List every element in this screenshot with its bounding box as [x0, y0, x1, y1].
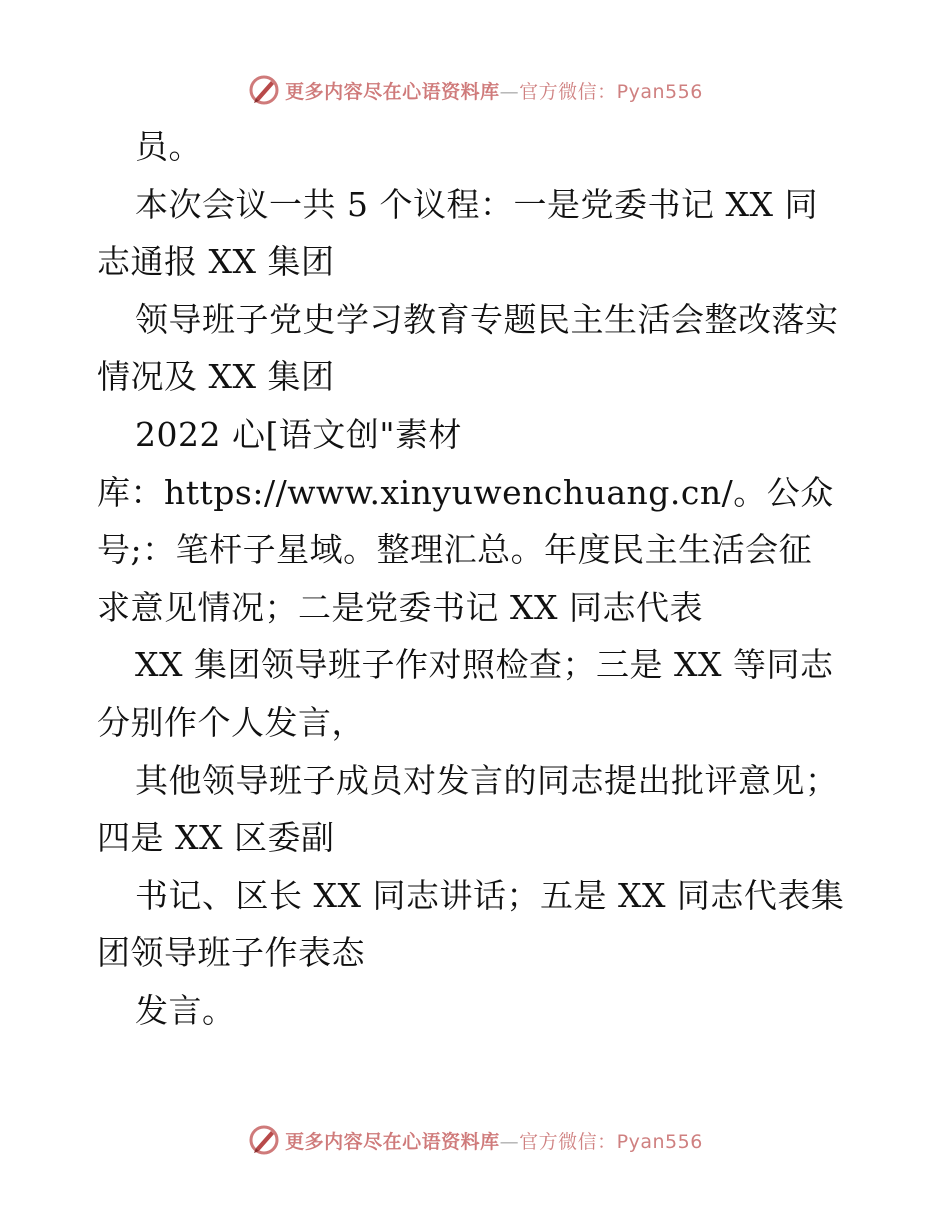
pen-circle-logo-icon [247, 73, 281, 107]
text-line: 志通报 XX 集团 [97, 242, 335, 282]
banner-text [285, 77, 703, 104]
text-line: 号;：笔杆子星域。整理汇总。年度民主生活会征 [97, 530, 813, 570]
text-line: 其他领导班子成员对发言的同志提出批评意见； [135, 760, 839, 800]
banner-site-name: 更多内容尽在心语资料库 [285, 1130, 500, 1153]
text-line: 员。 [135, 127, 202, 166]
text-line: 书记、区长 XX 同志讲话；五是 XX 同志代表集 [135, 875, 845, 915]
text-line: 发言。 [135, 990, 236, 1030]
pen-circle-logo-icon [247, 1123, 281, 1157]
text-line: 领导班子党史学习教育专题民主生活会整改落实 [135, 299, 839, 339]
footer-banner [0, 1120, 950, 1160]
banner-text [285, 1127, 703, 1154]
header-banner [0, 70, 950, 110]
text-line: 求意见情况；二是党委书记 XX 同志代表 [97, 587, 703, 627]
text-line: 团领导班子作表态 [97, 933, 365, 973]
text-line: XX 集团领导班子作对照检查；三是 XX 等同志 [135, 645, 834, 685]
banner-site-name: 更多内容尽在心语资料库 [285, 80, 500, 103]
banner-wechat: 官方微信：Pyan556 [519, 80, 703, 103]
banner-wechat: 官方微信：Pyan556 [519, 1130, 703, 1153]
text-line: 2022 心[语文创"素材 [135, 414, 463, 454]
text-line: 本次会议一共 5 个议程：一是党委书记 XX 同 [135, 184, 818, 224]
banner-dash: — [499, 80, 520, 103]
text-line: 库：https://www.xinyuwenchuang.cn/。公众 [97, 472, 834, 512]
document-body [97, 118, 887, 1040]
text-line: 四是 XX 区委副 [97, 818, 335, 858]
text-line: 情况及 XX 集团 [97, 357, 335, 397]
text-line: 分别作个人发言， [97, 702, 365, 742]
banner-dash: — [499, 1130, 520, 1153]
